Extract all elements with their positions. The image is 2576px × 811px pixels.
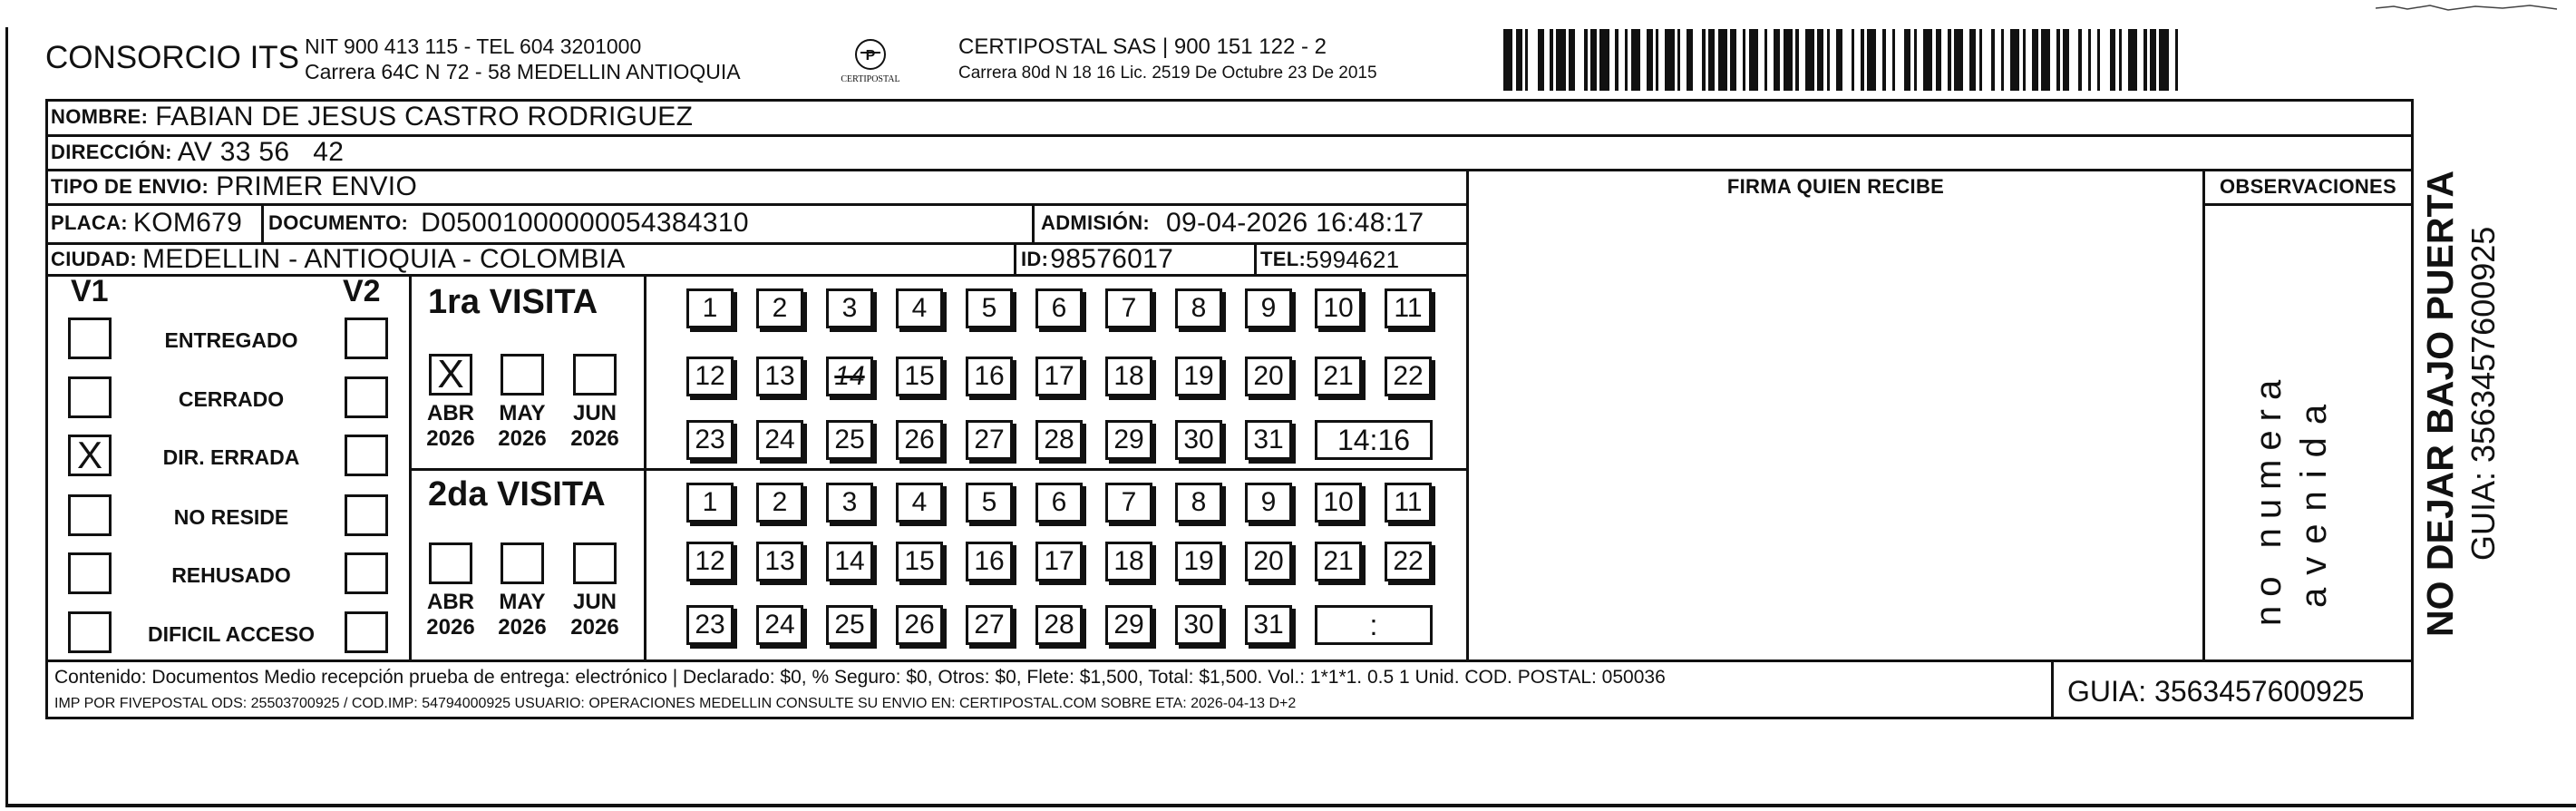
frame-left bbox=[45, 99, 48, 719]
barcode-bar bbox=[2010, 29, 2019, 91]
barcode-bar bbox=[2178, 29, 2184, 91]
first-visit-day-box[interactable]: 6 bbox=[1035, 288, 1083, 328]
barcode-bar bbox=[1936, 29, 1942, 91]
status-option-label: CERRADO bbox=[178, 387, 285, 411]
barcode-bar bbox=[1982, 29, 1991, 91]
barcode-bar bbox=[1640, 29, 1647, 91]
barcode-bar bbox=[1963, 29, 1969, 91]
v2-checkbox[interactable] bbox=[345, 376, 388, 418]
frame-bottom bbox=[45, 717, 2414, 719]
second-visit-day-box[interactable]: 19 bbox=[1175, 542, 1222, 581]
barcode-bar bbox=[1556, 29, 1565, 91]
second-visit-day-box[interactable]: 1 bbox=[686, 483, 734, 523]
v1-header: V1 bbox=[71, 274, 109, 308]
direccion-label: DIRECCIÓN: bbox=[51, 141, 172, 163]
observation-handwriting-2: avenida bbox=[2294, 391, 2334, 608]
barcode-bar bbox=[1538, 29, 1544, 91]
barcode-bar bbox=[1784, 29, 1793, 91]
nombre-row bbox=[51, 100, 693, 134]
barcode-bar bbox=[1805, 29, 1814, 91]
first-visit-month-checkbox[interactable]: X bbox=[429, 354, 472, 396]
second-visit-day-box[interactable]: 7 bbox=[1105, 483, 1152, 523]
barcode-bar bbox=[2159, 29, 2168, 91]
documento-cell bbox=[268, 204, 749, 242]
placa-value: KOM679 bbox=[132, 208, 243, 238]
second-visit-title: 2da VISITA bbox=[428, 475, 606, 513]
first-visit-month-checkbox[interactable] bbox=[501, 354, 544, 396]
ciudad-value: MEDELLIN - ANTIOQUIA - COLOMBIA bbox=[141, 244, 626, 274]
second-visit-day-box[interactable]: 14 bbox=[826, 542, 873, 581]
barcode-bar bbox=[2091, 29, 2097, 91]
second-visit-day-box[interactable]: 29 bbox=[1105, 605, 1152, 645]
v2-checkbox[interactable] bbox=[345, 494, 388, 536]
barcode-bar bbox=[1923, 29, 1932, 91]
second-visit-month-label: ABR bbox=[427, 590, 474, 614]
barcode-bar bbox=[1647, 29, 1653, 91]
barcode-bar bbox=[1693, 29, 1702, 91]
obs-divider bbox=[2202, 169, 2205, 662]
second-visit-day-box[interactable]: 21 bbox=[1315, 542, 1362, 581]
barcode-bar bbox=[1619, 29, 1625, 91]
id-value: 98576017 bbox=[1050, 244, 1174, 274]
second-visit-day-box[interactable]: 17 bbox=[1035, 542, 1083, 581]
first-visit-day-box[interactable]: 10 bbox=[1315, 288, 1362, 328]
barcode-bar bbox=[2169, 29, 2175, 91]
second-visit-day-box[interactable]: 31 bbox=[1245, 605, 1292, 645]
v2-checkbox[interactable] bbox=[345, 435, 388, 476]
second-visit-day-box[interactable]: 28 bbox=[1035, 605, 1083, 645]
second-visit-day-box[interactable]: 4 bbox=[896, 483, 943, 523]
first-visit-day-box[interactable]: 12 bbox=[686, 357, 734, 396]
barcode-bar bbox=[1917, 29, 1923, 91]
first-visit-day-box[interactable]: 9 bbox=[1245, 288, 1292, 328]
second-visit-month-checkbox[interactable] bbox=[573, 542, 617, 584]
observaciones-header bbox=[2205, 170, 2411, 204]
second-visit-day-box[interactable]: 12 bbox=[686, 542, 734, 581]
second-visit-day-box[interactable]: 11 bbox=[1385, 483, 1432, 523]
first-visit-day-box[interactable]: 4 bbox=[896, 288, 943, 328]
v2-header: V2 bbox=[343, 274, 381, 308]
barcode-bar bbox=[1544, 29, 1550, 91]
id-cell bbox=[1021, 243, 1173, 276]
barcode-bar bbox=[1774, 29, 1780, 91]
v1-checkbox[interactable] bbox=[68, 494, 112, 536]
barcode-bar bbox=[1767, 29, 1774, 91]
barcode-bar bbox=[1708, 29, 1715, 91]
v1-checkbox[interactable] bbox=[68, 376, 112, 418]
nombre-label: NOMBRE: bbox=[51, 105, 149, 128]
barcode-bar bbox=[1503, 29, 1512, 91]
left-edge-line bbox=[5, 27, 8, 807]
v1-checkbox[interactable] bbox=[68, 552, 112, 594]
side-guia: GUIA: 3563457600925 bbox=[2464, 226, 2502, 561]
barcode-bar bbox=[1680, 29, 1687, 91]
tel-divider bbox=[1254, 242, 1257, 277]
first-visit-day-box[interactable]: 14 bbox=[826, 357, 873, 396]
second-visit-day-box[interactable]: 23 bbox=[686, 605, 734, 645]
barcode bbox=[1503, 29, 2185, 91]
first-visit-day-box[interactable]: 11 bbox=[1385, 288, 1432, 328]
second-visit-year-label: 2026 bbox=[498, 615, 547, 640]
second-visit-day-box[interactable]: 24 bbox=[756, 605, 803, 645]
second-visit-day-box[interactable]: 15 bbox=[896, 542, 943, 581]
barcode-bar bbox=[2032, 29, 2038, 91]
row-line-footer bbox=[45, 660, 2414, 662]
barcode-bar bbox=[2041, 29, 2050, 91]
second-visit-day-box[interactable]: 9 bbox=[1245, 483, 1292, 523]
tel-value: 5994621 bbox=[1306, 245, 1400, 273]
barcode-bar bbox=[2110, 29, 2116, 91]
second-visit-month-checkbox[interactable] bbox=[429, 542, 472, 584]
barcode-bar bbox=[1969, 29, 1976, 91]
second-visit-day-box[interactable]: 3 bbox=[826, 483, 873, 523]
barcode-bar bbox=[1836, 29, 1842, 91]
documento-divider bbox=[261, 203, 264, 245]
sender-nit: NIT 900 413 115 - TEL 604 3201000 bbox=[305, 34, 642, 58]
first-visit-day-box[interactable]: 25 bbox=[826, 420, 873, 460]
second-visit-day-box[interactable]: 26 bbox=[896, 605, 943, 645]
second-visit-day-box[interactable]: 5 bbox=[966, 483, 1013, 523]
v2-checkbox[interactable] bbox=[345, 611, 388, 653]
first-visit-title: 1ra VISITA bbox=[428, 283, 598, 321]
first-visit-day-box[interactable]: 26 bbox=[896, 420, 943, 460]
second-visit-day-box[interactable]: 20 bbox=[1245, 542, 1292, 581]
id-label: ID: bbox=[1021, 248, 1049, 270]
first-visit-day-box[interactable]: 16 bbox=[966, 357, 1013, 396]
observaciones-label: OBSERVACIONES bbox=[2219, 175, 2396, 198]
second-visit-time-box[interactable]: : bbox=[1315, 605, 1433, 645]
second-visit-day-box[interactable]: 25 bbox=[826, 605, 873, 645]
admision-value: 09-04-2026 16:48:17 bbox=[1166, 208, 1424, 238]
second-visit-day-box[interactable]: 6 bbox=[1035, 483, 1083, 523]
second-visit-year-label: 2026 bbox=[426, 615, 475, 640]
admision-label: ADMISIÓN: bbox=[1041, 211, 1151, 234]
second-visit-day-box[interactable]: 13 bbox=[756, 542, 803, 581]
logo-text: CERTIPOSTAL bbox=[841, 74, 900, 84]
first-visit-day-box[interactable]: 18 bbox=[1105, 357, 1152, 396]
admision-cell bbox=[1041, 204, 1424, 242]
second-visit-day-box[interactable]: 30 bbox=[1175, 605, 1222, 645]
barcode-bar bbox=[1876, 29, 1882, 91]
barcode-bar bbox=[1575, 29, 1584, 91]
direccion-row bbox=[51, 135, 344, 170]
footer-guia-divider bbox=[2051, 660, 2054, 719]
second-visit-day-box[interactable]: 2 bbox=[756, 483, 803, 523]
first-visit-month-checkbox[interactable] bbox=[573, 354, 617, 396]
footer-guia: GUIA: 3563457600925 bbox=[2067, 675, 2365, 708]
first-visit-time-box[interactable]: 14:16 bbox=[1315, 420, 1433, 460]
first-visit-day-box[interactable]: 29 bbox=[1105, 420, 1152, 460]
tipo-label: TIPO DE ENVIO: bbox=[51, 175, 209, 198]
first-visit-day-box[interactable]: 13 bbox=[756, 357, 803, 396]
barcode-bar bbox=[1895, 29, 1904, 91]
side-no-dejar: NO DEJAR BAJO PUERTA bbox=[2419, 170, 2461, 637]
first-visit-year-label: 2026 bbox=[498, 426, 547, 451]
v1-checkbox[interactable]: X bbox=[68, 435, 112, 476]
barcode-bar bbox=[2100, 29, 2109, 91]
sender-address: Carrera 64C N 72 - 58 MEDELLIN ANTIOQUIA bbox=[305, 60, 741, 83]
certipostal-logo bbox=[839, 36, 902, 89]
barcode-bar bbox=[2150, 29, 2156, 91]
first-visit-day-box[interactable]: 28 bbox=[1035, 420, 1083, 460]
first-visit-month-label: MAY bbox=[499, 401, 546, 425]
second-visit-month-label: MAY bbox=[499, 590, 546, 614]
ciudad-cell bbox=[51, 243, 626, 276]
second-visit-year-label: 2026 bbox=[570, 615, 619, 640]
barcode-bar bbox=[1799, 29, 1805, 91]
barcode-bar bbox=[1867, 29, 1876, 91]
first-visit-year-label: 2026 bbox=[426, 426, 475, 451]
barcode-bar bbox=[2137, 29, 2143, 91]
footer-line-2: IMP POR FIVEPOSTAL ODS: 25503700925 / COD.IMP: 54794000925 USUARIO: OPERACIONES MEDELLIN CONSULTE SU ENVIO EN: CERTIPOSTAL.COM SOBRE ETA: 2026-04-13 D+2 bbox=[54, 696, 1297, 711]
barcode-bar bbox=[1842, 29, 1852, 91]
first-visit-day-box[interactable]: 21 bbox=[1315, 357, 1362, 396]
barcode-bar bbox=[1609, 29, 1616, 91]
v1-checkbox[interactable] bbox=[68, 611, 112, 653]
status-option-label: DIR. ERRADA bbox=[162, 445, 300, 469]
barcode-bar bbox=[2128, 29, 2137, 91]
frame-right bbox=[2411, 99, 2414, 719]
barcode-bar bbox=[1631, 29, 1640, 91]
first-visit-day-box[interactable]: 3 bbox=[826, 288, 873, 328]
second-visit-day-box[interactable]: 18 bbox=[1105, 542, 1152, 581]
barcode-bar bbox=[1830, 29, 1836, 91]
first-visit-month-label: ABR bbox=[427, 401, 474, 425]
barcode-bar bbox=[1904, 29, 1910, 91]
barcode-bar bbox=[1658, 29, 1665, 91]
barcode-bar bbox=[2082, 29, 2088, 91]
barcode-bar bbox=[1941, 29, 1948, 91]
status-option-label: NO RESIDE bbox=[173, 505, 289, 529]
first-visit-day-box[interactable]: 31 bbox=[1245, 420, 1292, 460]
svg-text:P: P bbox=[865, 48, 876, 64]
first-visit-day-box[interactable]: 5 bbox=[966, 288, 1013, 328]
visit-separator bbox=[409, 468, 1468, 471]
second-visit-month-label: JUN bbox=[572, 590, 617, 614]
nombre-value: FABIAN DE JESUS CASTRO RODRIGUEZ bbox=[155, 102, 694, 132]
tipo-value: PRIMER ENVIO bbox=[216, 171, 418, 201]
barcode-bar bbox=[1817, 29, 1823, 91]
sign-divider bbox=[1466, 169, 1469, 662]
second-visit-day-box[interactable]: 16 bbox=[966, 542, 1013, 581]
direccion-value: AV 33 56 42 bbox=[177, 137, 345, 167]
v1-checkbox[interactable] bbox=[68, 318, 112, 359]
first-visit-day-box[interactable]: 1 bbox=[686, 288, 734, 328]
first-visit-day-box[interactable]: 15 bbox=[896, 357, 943, 396]
first-visit-day-box[interactable]: 24 bbox=[756, 420, 803, 460]
first-visit-day-box[interactable]: 20 bbox=[1245, 357, 1292, 396]
second-visit-day-box[interactable]: 22 bbox=[1385, 542, 1432, 581]
barcode-bar bbox=[1758, 29, 1764, 91]
second-visit-day-box[interactable]: 27 bbox=[966, 605, 1013, 645]
first-visit-day-box[interactable]: 8 bbox=[1175, 288, 1222, 328]
courier-name: CERTIPOSTAL SAS | 900 151 122 - 2 bbox=[958, 34, 1327, 59]
second-visit-day-box[interactable]: 8 bbox=[1175, 483, 1222, 523]
barcode-bar bbox=[1665, 29, 1674, 91]
barcode-bar bbox=[2122, 29, 2128, 91]
first-visit-day-box[interactable]: 27 bbox=[966, 420, 1013, 460]
observation-handwriting-1: no numera bbox=[2249, 370, 2289, 626]
sender-company: CONSORCIO ITS bbox=[45, 40, 300, 75]
first-visit-day-box[interactable]: 30 bbox=[1175, 420, 1222, 460]
status-option-label: REHUSADO bbox=[171, 563, 291, 587]
first-visit-day-box[interactable]: 19 bbox=[1175, 357, 1222, 396]
first-visit-month-label: JUN bbox=[572, 401, 617, 425]
barcode-bar bbox=[1954, 29, 1963, 91]
second-visit-day-box[interactable]: 10 bbox=[1315, 483, 1362, 523]
barcode-bar bbox=[1590, 29, 1597, 91]
first-visit-day-box[interactable]: 2 bbox=[756, 288, 803, 328]
barcode-bar bbox=[1687, 29, 1693, 91]
first-visit-year-label: 2026 bbox=[570, 426, 619, 451]
first-visit-day-box[interactable]: 22 bbox=[1385, 357, 1432, 396]
barcode-bar bbox=[1516, 29, 1522, 91]
barcode-bar bbox=[1886, 29, 1892, 91]
barcode-bar bbox=[1854, 29, 1861, 91]
placa-cell bbox=[51, 204, 242, 242]
barcode-bar bbox=[1730, 29, 1736, 91]
id-divider bbox=[1014, 242, 1016, 277]
visit-months-divider bbox=[644, 274, 646, 662]
barcode-bar bbox=[2069, 29, 2078, 91]
ciudad-label: CIUDAD: bbox=[51, 248, 137, 270]
barcode-bar bbox=[1599, 29, 1609, 91]
v2-checkbox[interactable] bbox=[345, 552, 388, 594]
barcode-bar bbox=[2026, 29, 2032, 91]
admision-divider bbox=[1032, 203, 1035, 245]
barcode-bar bbox=[1569, 29, 1575, 91]
second-visit-month-checkbox[interactable] bbox=[501, 542, 544, 584]
status-option-label: DIFICIL ACCESO bbox=[147, 622, 315, 646]
barcode-bar bbox=[1718, 29, 1727, 91]
first-visit-day-box[interactable]: 7 bbox=[1105, 288, 1152, 328]
barcode-bar bbox=[2004, 29, 2010, 91]
corner-scribble bbox=[2376, 2, 2566, 13]
footer-line-1: Contenido: Documentos Medio recepción prueba de entrega: electrónico | Declarado: $0, % Seguro: $0, Otros: $0, Flete: $1,500, Total: $1,500. Vol.: 1*1*1. 0.5 1 Unid. COD. POSTAL: 050036 bbox=[54, 667, 1666, 688]
first-visit-day-box[interactable]: 23 bbox=[686, 420, 734, 460]
courier-address: Carrera 80d N 18 16 Lic. 2519 De Octubre 23 De 2015 bbox=[958, 64, 1377, 83]
status-option-label: ENTREGADO bbox=[164, 328, 298, 352]
row-line-1 bbox=[45, 134, 2414, 137]
barcode-bar bbox=[1528, 29, 1537, 91]
firma-header bbox=[1469, 170, 2202, 204]
v2-checkbox[interactable] bbox=[345, 318, 388, 359]
barcode-bar bbox=[1749, 29, 1758, 91]
barcode-bar bbox=[1995, 29, 2001, 91]
tel-label: TEL: bbox=[1260, 248, 1307, 270]
documento-label: DOCUMENTO: bbox=[268, 211, 409, 234]
barcode-bar bbox=[2063, 29, 2069, 91]
first-visit-day-box[interactable]: 17 bbox=[1035, 357, 1083, 396]
firma-label: FIRMA QUIEN RECIBE bbox=[1726, 175, 1945, 198]
tipo-row bbox=[51, 170, 417, 204]
placa-label: PLACA: bbox=[51, 211, 128, 234]
bottom-edge-line bbox=[5, 804, 2576, 807]
barcode-bar bbox=[1736, 29, 1743, 91]
barcode-bar bbox=[2050, 29, 2056, 91]
tel-cell bbox=[1260, 243, 1399, 276]
documento-value: D05001000000054384310 bbox=[421, 208, 749, 238]
